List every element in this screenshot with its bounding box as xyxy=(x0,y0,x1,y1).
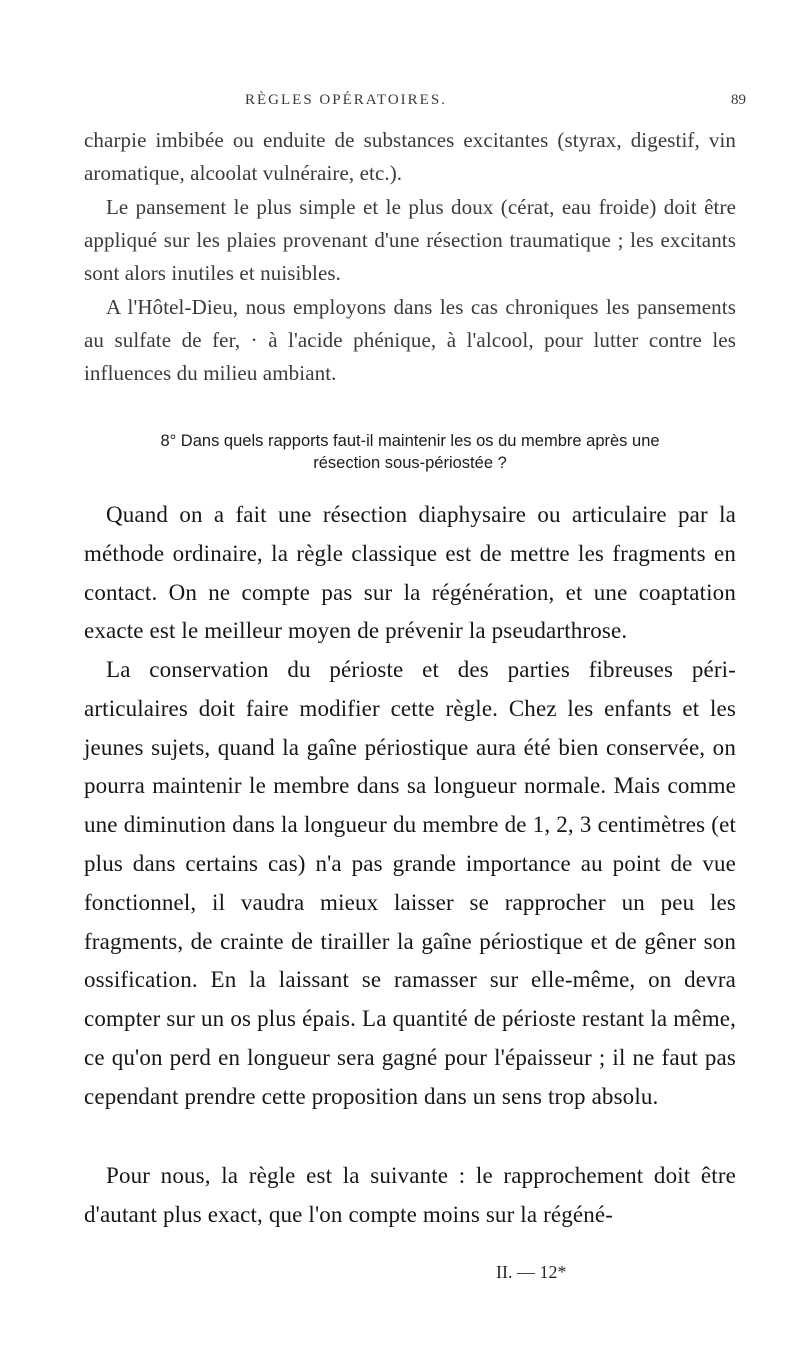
paragraph-resection: Quand on a fait une résection diaphysaire ou articulaire par la méthode ordinaire, la règle classique est de mettre les fragments en contact. On ne compte pas sur la régénération, et une coaptation exacte est le meilleur moyen de prévenir la pseudarthrose. xyxy=(84,502,736,644)
paragraph-hotel-dieu: A l'Hôtel-Dieu, nous employons dans les cas chroniques les pansements au sulfate de fer, · à l'acide phénique, à l'alcool, pour lutter contre les influences du milieu ambiant. xyxy=(84,295,736,386)
section-heading xyxy=(108,430,712,474)
section-heading-line-2: résection sous-périostée ? xyxy=(313,454,507,472)
running-head: RÈGLES OPÉRATOIRES. xyxy=(245,92,447,108)
paragraph-charpie: charpie imbibée ou enduite de substances excitantes (styrax, digestif, vin aromatique, alcoolat vulnéraire, etc.). xyxy=(84,128,736,186)
page-number: 89 xyxy=(731,92,746,108)
paragraph-regle: Pour nous, la règle est la suivante : le rapprochement doit être d'autant plus exact, que l'on compte moins sur la régéné- xyxy=(84,1163,736,1227)
signature-mark: II. — 12* xyxy=(496,1262,567,1282)
paragraph-pansement: Le pansement le plus simple et le plus doux (cérat, eau froide) doit être appliqué sur les plaies provenant d'une résection traumatique ; les excitants sont alors inutiles et nuisibles. xyxy=(84,195,736,286)
paragraph-conservation: La conservation du périoste et des parties fibreuses péri-articulaires doit faire modifier cette règle. Chez les enfants et les jeunes sujets, quand la gaîne périostique aura été bien conservée, on pourra maintenir le membre dans sa longueur normale. Mais comme une diminution dans la longueur du membre de 1, 2, 3 centimètres (et plus dans certains cas) n'a pas grande importance au point de vue fonctionnel, il vaudra mieux laisser se rapprocher un peu les fragments, de crainte de tirailler la gaîne périostique et de gêner son ossification. En la laissant se ramasser sur elle-même, on devra compter sur un os plus épais. La quantité de périoste restant la même, ce qu'on perd en longueur sera gagné pour l'épaisseur ; il ne faut pas cependant prendre cette proposition dans un sens trop absolu. xyxy=(84,657,736,1109)
section-heading-line-1: 8° Dans quels rapports faut-il maintenir les os du membre après une xyxy=(160,432,660,450)
